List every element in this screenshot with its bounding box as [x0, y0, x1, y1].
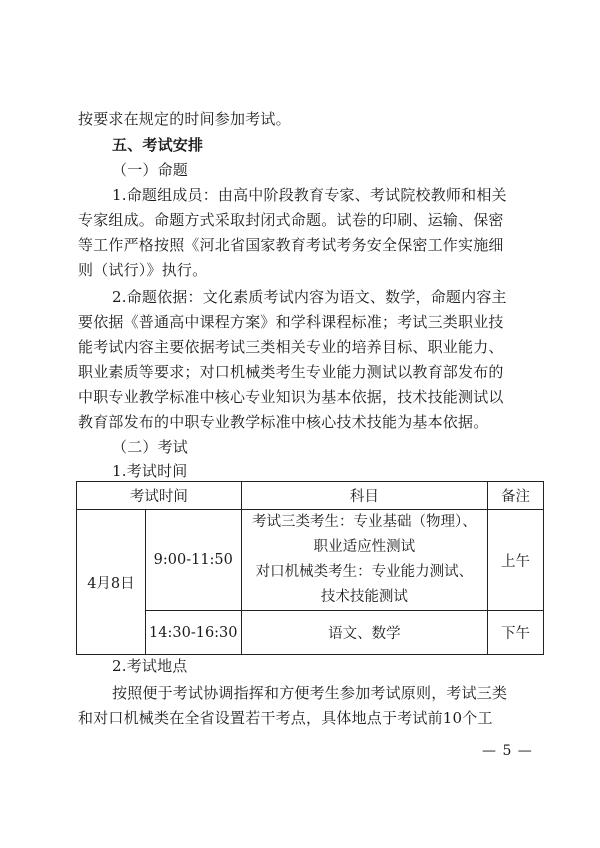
afternoon-subjects-cell: 语文、数学 — [241, 611, 487, 655]
paragraph-1-line-3: 等工作严格按照《河北省国家教育考试考务安全保密工作实施细 — [78, 236, 504, 254]
paragraph-1-line-1: 1.命题组成员：由高中阶段教育专家、考试院校教师和相关 — [112, 186, 507, 204]
paragraph-2-line-2: 要依据《普通高中课程方案》和学科课程标准；考试三类职业技 — [78, 313, 504, 331]
table-row — [77, 510, 544, 611]
subject-line: 技术技能测试 — [320, 589, 408, 605]
paragraph-2-line-4: 职业素质等要求；对口机械类考生专业能力测试以教育部发布的 — [78, 363, 504, 381]
table-row — [77, 611, 544, 655]
afternoon-note-cell: 下午 — [488, 611, 544, 655]
subject-line: 考试三类考生：专业基础（物理）、 — [252, 514, 477, 530]
subject-line: 职业适应性测试 — [313, 539, 416, 555]
section-5-heading: 五、考试安排 — [112, 136, 204, 154]
subsection-1-heading: （一）命题 — [112, 161, 189, 179]
continued-text-line: 按要求在规定的时间参加考试。 — [78, 110, 291, 128]
paragraph-2-line-3: 能考试内容主要依据考试三类相关专业的培养目标、职业能力、 — [78, 338, 504, 356]
header-exam-time: 考试时间 — [77, 482, 242, 510]
paragraph-2-line-5: 中职专业教学标准中核心专业知识为基本依据，技术技能测试以 — [78, 388, 504, 406]
subject-line: 对口机械类考生：专业能力测试、 — [255, 564, 474, 580]
morning-subjects-cell — [241, 510, 487, 611]
header-note: 备注 — [488, 482, 544, 510]
table-header-row — [77, 482, 544, 510]
paragraph-2-line-1: 2.命题依据：文化素质考试内容为语文、数学，命题内容主 — [112, 288, 507, 306]
afternoon-time-cell: 14:30-16:30 — [145, 611, 241, 655]
morning-note-cell: 上午 — [488, 510, 544, 611]
exam-time-heading: 1.考试时间 — [112, 462, 188, 480]
exam-date-cell: 4月8日 — [77, 510, 146, 655]
morning-time-cell: 9:00-11:50 — [145, 510, 241, 611]
header-subject: 科目 — [241, 482, 487, 510]
paragraph-2-line-6: 教育部发布的中职专业教学标准中核心技术技能为基本依据。 — [78, 413, 489, 431]
exam-location-heading: 2.考试地点 — [112, 657, 188, 675]
paragraph-3-line-2: 和对口机械类在全省设置若干考点，具体地点于考试前10个工 — [78, 709, 493, 727]
paragraph-1-line-2: 专家组成。命题方式采取封闭式命题。试卷的印刷、运输、保密 — [78, 211, 504, 229]
exam-schedule-table — [76, 481, 544, 655]
paragraph-1-line-4: 则（试行）》执行。 — [78, 261, 208, 279]
page-number: — 5 — — [482, 743, 533, 759]
paragraph-3-line-1: 按照便于考试协调指挥和方便考生参加考试原则，考试三类 — [112, 684, 508, 702]
subsection-2-heading: （二）考试 — [112, 438, 189, 456]
